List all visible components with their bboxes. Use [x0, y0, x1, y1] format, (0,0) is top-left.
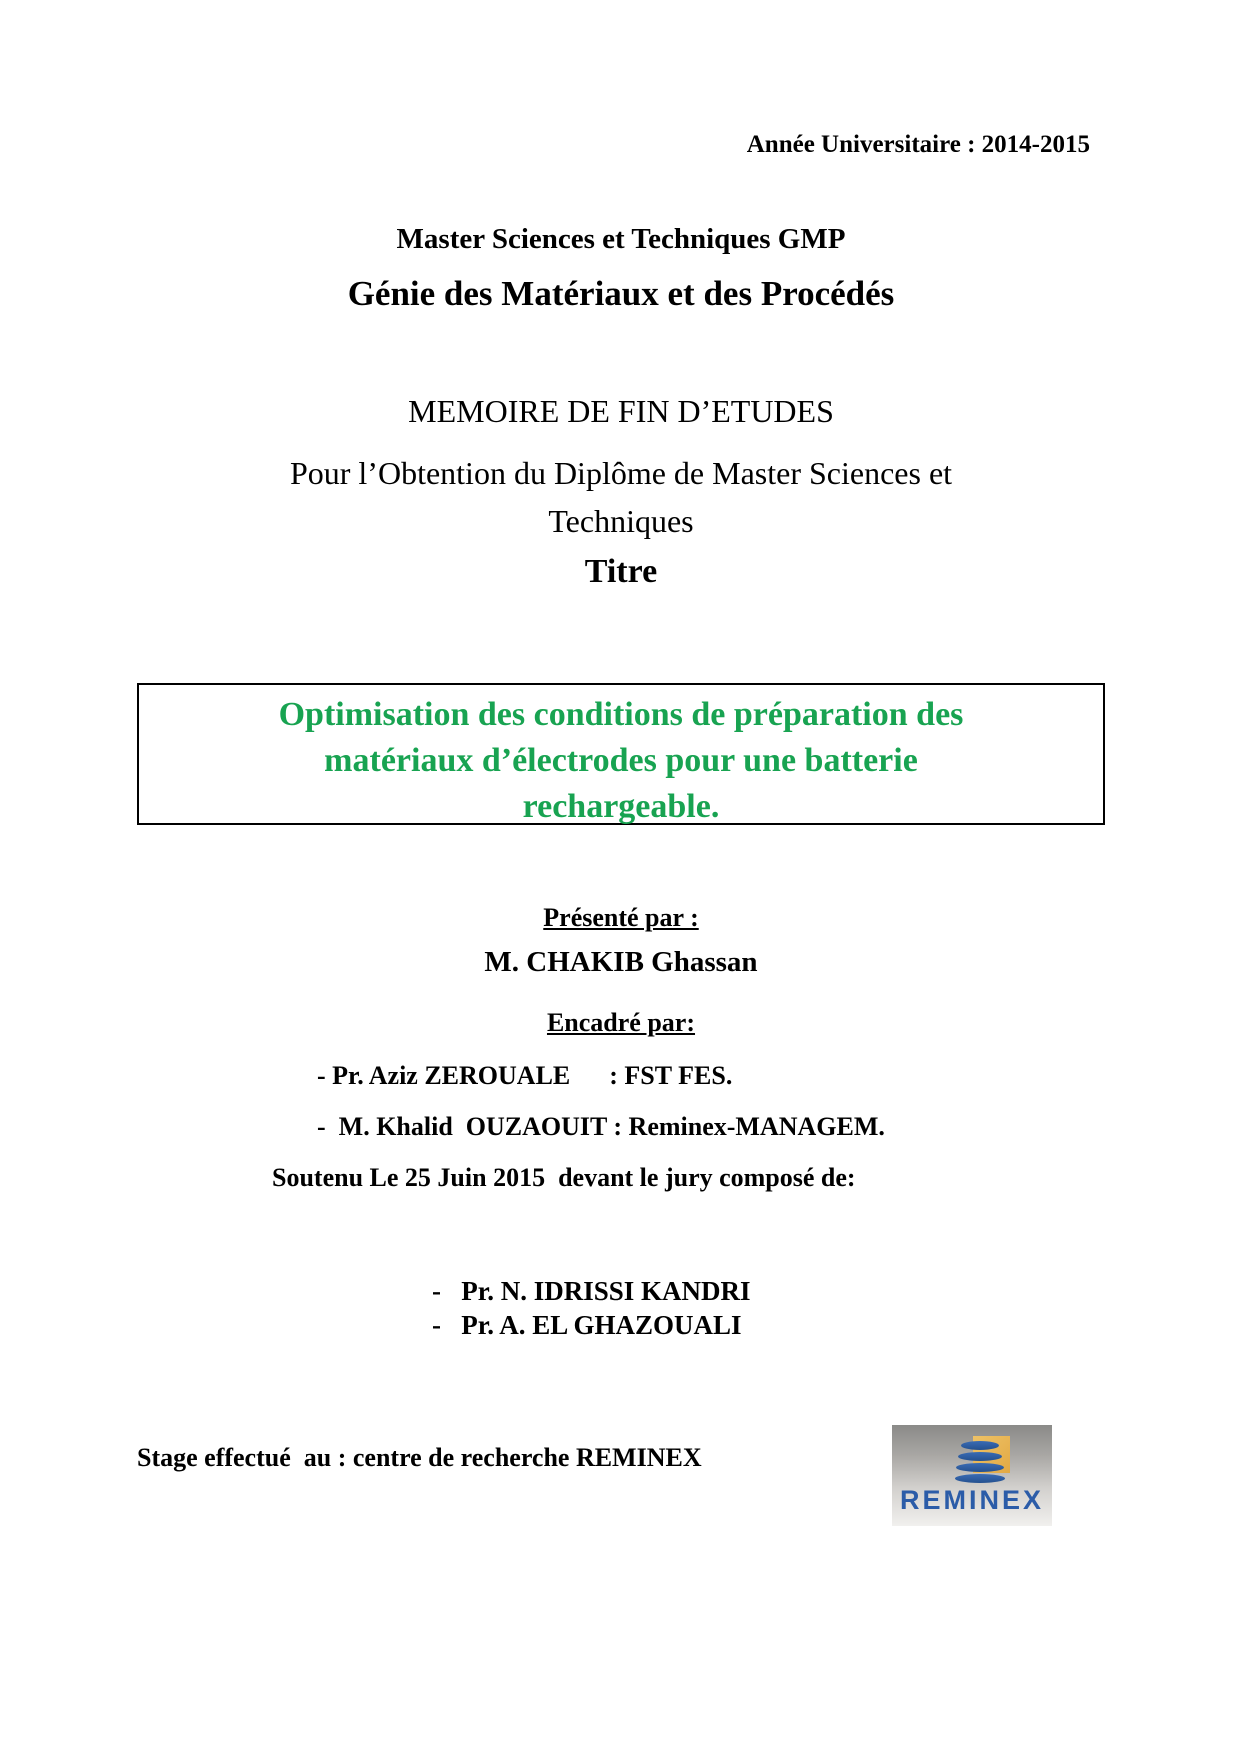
title-label: Titre: [584, 553, 658, 590]
thesis-title-box: [137, 683, 1105, 825]
logo-discs-icon: [892, 1441, 1068, 1485]
presented-by-label: Présenté par :: [543, 903, 699, 932]
academic-year: Année Universitaire : 2014-2015: [746, 131, 1090, 158]
program-specialty: Génie des Matériaux et des Procédés: [347, 274, 895, 313]
memoir-subheading: [137, 449, 1105, 545]
logo-disc-icon: [956, 1463, 1004, 1472]
memoir-heading: MEMOIRE DE FIN D’ETUDES: [408, 393, 834, 429]
jury-list: [432, 1274, 751, 1342]
supervisor-item: - Pr. Aziz ZEROUALE : FST FES.: [317, 1061, 733, 1090]
logo-disc-icon: [958, 1452, 1002, 1461]
internship-line: Stage effectué au : centre de recherche REMINEX: [137, 1443, 702, 1472]
logo-wordmark: REMINEX: [899, 1485, 1045, 1515]
author-name: M. CHAKIB Ghassan: [484, 946, 758, 978]
defense-line: Soutenu Le 25 Juin 2015 devant le jury composé de:: [272, 1163, 856, 1192]
memoir-subheading-line2: Techniques: [548, 503, 694, 539]
supervised-by-label: Encadré par:: [546, 1008, 696, 1037]
jury-member: - Pr. A. EL GHAZOUALI: [432, 1310, 742, 1340]
logo-disc-icon: [961, 1441, 999, 1450]
program-name: Master Sciences et Techniques GMP: [396, 223, 846, 255]
memoir-subheading-line1: Pour l’Obtention du Diplôme de Master Sciences et: [289, 455, 953, 491]
supervisor-item: - M. Khalid OUZAOUIT : Reminex-MANAGEM.: [317, 1112, 885, 1141]
thesis-title-line3: rechargeable.: [522, 788, 720, 825]
thesis-title-line2: matériaux d’électrodes pour une batterie: [324, 742, 918, 779]
logo-disc-icon: [955, 1474, 1005, 1483]
thesis-title-line1: Optimisation des conditions de préparation des: [278, 696, 964, 733]
reminex-logo: [892, 1425, 1052, 1526]
jury-member: - Pr. N. IDRISSI KANDRI: [432, 1276, 751, 1306]
